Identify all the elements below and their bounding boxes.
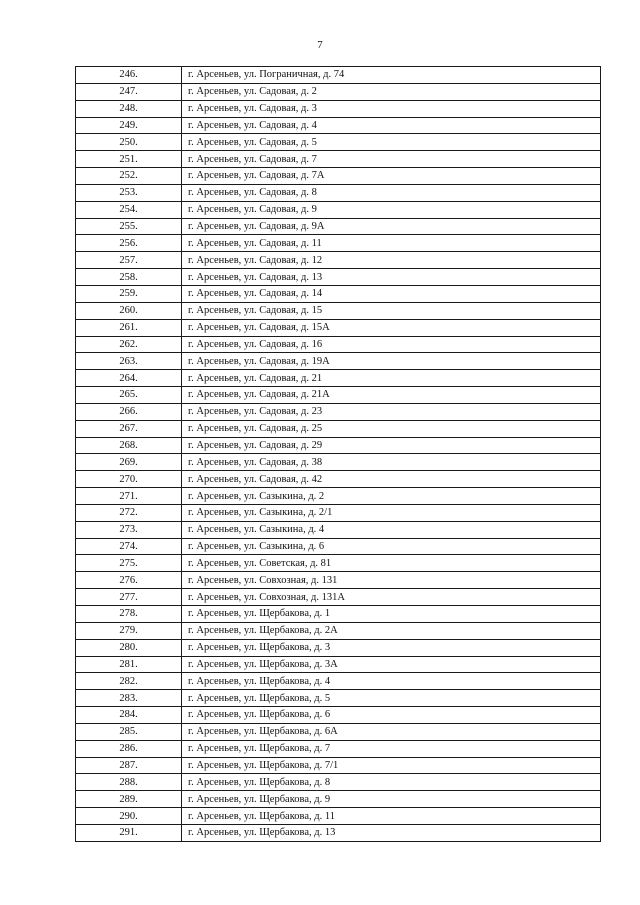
- row-number: 279.: [76, 622, 182, 639]
- row-address: г. Арсеньев, ул. Садовая, д. 12: [182, 252, 601, 269]
- table-row: [76, 370, 601, 387]
- row-address: г. Арсеньев, ул. Щербакова, д. 9: [182, 791, 601, 808]
- row-number: 265.: [76, 387, 182, 404]
- row-number: 274.: [76, 538, 182, 555]
- row-address: г. Арсеньев, ул. Садовая, д. 4: [182, 117, 601, 134]
- table-row: [76, 252, 601, 269]
- row-address: г. Арсеньев, ул. Щербакова, д. 6: [182, 707, 601, 724]
- row-number: 248.: [76, 100, 182, 117]
- table-row: [76, 723, 601, 740]
- table-row: [76, 319, 601, 336]
- table-row: [76, 622, 601, 639]
- row-number: 289.: [76, 791, 182, 808]
- row-address: г. Арсеньев, ул. Щербакова, д. 7/1: [182, 757, 601, 774]
- row-address: г. Арсеньев, ул. Садовая, д. 42: [182, 471, 601, 488]
- row-address: г. Арсеньев, ул. Совхозная, д. 131А: [182, 589, 601, 606]
- row-address: г. Арсеньев, ул. Сазыкина, д. 4: [182, 521, 601, 538]
- row-number: 249.: [76, 117, 182, 134]
- row-address: г. Арсеньев, ул. Садовая, д. 38: [182, 454, 601, 471]
- table-row: [76, 151, 601, 168]
- table-row: [76, 606, 601, 623]
- table-row: [76, 488, 601, 505]
- row-number: 253.: [76, 184, 182, 201]
- row-address: г. Арсеньев, ул. Щербакова, д. 7: [182, 740, 601, 757]
- row-number: 285.: [76, 723, 182, 740]
- row-number: 286.: [76, 740, 182, 757]
- row-number: 291.: [76, 824, 182, 841]
- row-address: г. Арсеньев, ул. Сазыкина, д. 2/1: [182, 504, 601, 521]
- table-row: [76, 336, 601, 353]
- row-number: 277.: [76, 589, 182, 606]
- row-address: г. Арсеньев, ул. Щербакова, д. 8: [182, 774, 601, 791]
- row-number: 272.: [76, 504, 182, 521]
- row-number: 278.: [76, 606, 182, 623]
- row-address: г. Арсеньев, ул. Щербакова, д. 1: [182, 606, 601, 623]
- row-number: 267.: [76, 420, 182, 437]
- row-number: 269.: [76, 454, 182, 471]
- table-row: [76, 808, 601, 825]
- row-address: г. Арсеньев, ул. Сазыкина, д. 2: [182, 488, 601, 505]
- table-row: [76, 639, 601, 656]
- table-row: [76, 521, 601, 538]
- row-number: 276.: [76, 572, 182, 589]
- table-row: [76, 707, 601, 724]
- row-address: г. Арсеньев, ул. Щербакова, д. 4: [182, 673, 601, 690]
- row-address: г. Арсеньев, ул. Садовая, д. 11: [182, 235, 601, 252]
- row-address: г. Арсеньев, ул. Пограничная, д. 74: [182, 67, 601, 84]
- row-address: г. Арсеньев, ул. Совхозная, д. 131: [182, 572, 601, 589]
- row-address: г. Арсеньев, ул. Щербакова, д. 11: [182, 808, 601, 825]
- table-row: [76, 690, 601, 707]
- table-row: [76, 83, 601, 100]
- row-address: г. Арсеньев, ул. Щербакова, д. 3: [182, 639, 601, 656]
- row-number: 287.: [76, 757, 182, 774]
- table-row: [76, 168, 601, 185]
- row-address: г. Арсеньев, ул. Садовая, д. 13: [182, 269, 601, 286]
- row-number: 282.: [76, 673, 182, 690]
- table-row: [76, 117, 601, 134]
- address-table: [75, 66, 601, 842]
- row-address: г. Арсеньев, ул. Щербакова, д. 5: [182, 690, 601, 707]
- table-row: [76, 437, 601, 454]
- table-row: [76, 403, 601, 420]
- row-address: г. Арсеньев, ул. Садовая, д. 15: [182, 302, 601, 319]
- row-number: 290.: [76, 808, 182, 825]
- row-address: г. Арсеньев, ул. Садовая, д. 9А: [182, 218, 601, 235]
- table-row: [76, 285, 601, 302]
- row-address: г. Арсеньев, ул. Садовая, д. 19А: [182, 353, 601, 370]
- table-row: [76, 454, 601, 471]
- row-number: 271.: [76, 488, 182, 505]
- row-number: 250.: [76, 134, 182, 151]
- row-number: 260.: [76, 302, 182, 319]
- row-number: 268.: [76, 437, 182, 454]
- row-address: г. Арсеньев, ул. Садовая, д. 21: [182, 370, 601, 387]
- row-address: г. Арсеньев, ул. Садовая, д. 15А: [182, 319, 601, 336]
- row-number: 247.: [76, 83, 182, 100]
- table-row: [76, 538, 601, 555]
- row-address: г. Арсеньев, ул. Садовая, д. 21А: [182, 387, 601, 404]
- address-table-body: [76, 67, 601, 842]
- table-row: [76, 235, 601, 252]
- table-row: [76, 791, 601, 808]
- row-address: г. Арсеньев, ул. Садовая, д. 9: [182, 201, 601, 218]
- table-row: [76, 824, 601, 841]
- row-address: г. Арсеньев, ул. Щербакова, д. 2А: [182, 622, 601, 639]
- row-number: 261.: [76, 319, 182, 336]
- table-row: [76, 420, 601, 437]
- table-row: [76, 100, 601, 117]
- row-address: г. Арсеньев, ул. Сазыкина, д. 6: [182, 538, 601, 555]
- row-address: г. Арсеньев, ул. Садовая, д. 23: [182, 403, 601, 420]
- row-number: 252.: [76, 168, 182, 185]
- row-address: г. Арсеньев, ул. Садовая, д. 14: [182, 285, 601, 302]
- row-address: г. Арсеньев, ул. Садовая, д. 7А: [182, 168, 601, 185]
- row-number: 275.: [76, 555, 182, 572]
- table-row: [76, 353, 601, 370]
- row-number: 266.: [76, 403, 182, 420]
- table-row: [76, 555, 601, 572]
- row-address: г. Арсеньев, ул. Садовая, д. 5: [182, 134, 601, 151]
- table-row: [76, 589, 601, 606]
- row-number: 258.: [76, 269, 182, 286]
- row-number: 263.: [76, 353, 182, 370]
- table-row: [76, 504, 601, 521]
- row-address: г. Арсеньев, ул. Садовая, д. 25: [182, 420, 601, 437]
- table-row: [76, 572, 601, 589]
- row-address: г. Арсеньев, ул. Садовая, д. 7: [182, 151, 601, 168]
- row-address: г. Арсеньев, ул. Садовая, д. 3: [182, 100, 601, 117]
- row-number: 257.: [76, 252, 182, 269]
- row-number: 259.: [76, 285, 182, 302]
- page-number: 7: [317, 39, 323, 51]
- row-number: 284.: [76, 707, 182, 724]
- table-row: [76, 656, 601, 673]
- table-row: [76, 201, 601, 218]
- row-number: 254.: [76, 201, 182, 218]
- row-number: 270.: [76, 471, 182, 488]
- row-address: г. Арсеньев, ул. Советская, д. 81: [182, 555, 601, 572]
- table-row: [76, 387, 601, 404]
- row-number: 273.: [76, 521, 182, 538]
- row-address: г. Арсеньев, ул. Садовая, д. 16: [182, 336, 601, 353]
- row-number: 256.: [76, 235, 182, 252]
- table-row: [76, 67, 601, 84]
- row-number: 281.: [76, 656, 182, 673]
- table-row: [76, 774, 601, 791]
- row-address: г. Арсеньев, ул. Щербакова, д. 6А: [182, 723, 601, 740]
- row-number: 262.: [76, 336, 182, 353]
- row-address: г. Арсеньев, ул. Садовая, д. 29: [182, 437, 601, 454]
- row-number: 280.: [76, 639, 182, 656]
- row-number: 283.: [76, 690, 182, 707]
- table-row: [76, 184, 601, 201]
- row-address: г. Арсеньев, ул. Садовая, д. 2: [182, 83, 601, 100]
- table-row: [76, 740, 601, 757]
- table-row: [76, 134, 601, 151]
- table-row: [76, 269, 601, 286]
- table-row: [76, 673, 601, 690]
- table-row: [76, 757, 601, 774]
- table-row: [76, 218, 601, 235]
- row-number: 264.: [76, 370, 182, 387]
- row-number: 251.: [76, 151, 182, 168]
- table-row: [76, 471, 601, 488]
- table-row: [76, 302, 601, 319]
- row-number: 288.: [76, 774, 182, 791]
- row-address: г. Арсеньев, ул. Щербакова, д. 3А: [182, 656, 601, 673]
- row-address: г. Арсеньев, ул. Щербакова, д. 13: [182, 824, 601, 841]
- row-number: 255.: [76, 218, 182, 235]
- row-address: г. Арсеньев, ул. Садовая, д. 8: [182, 184, 601, 201]
- row-number: 246.: [76, 67, 182, 84]
